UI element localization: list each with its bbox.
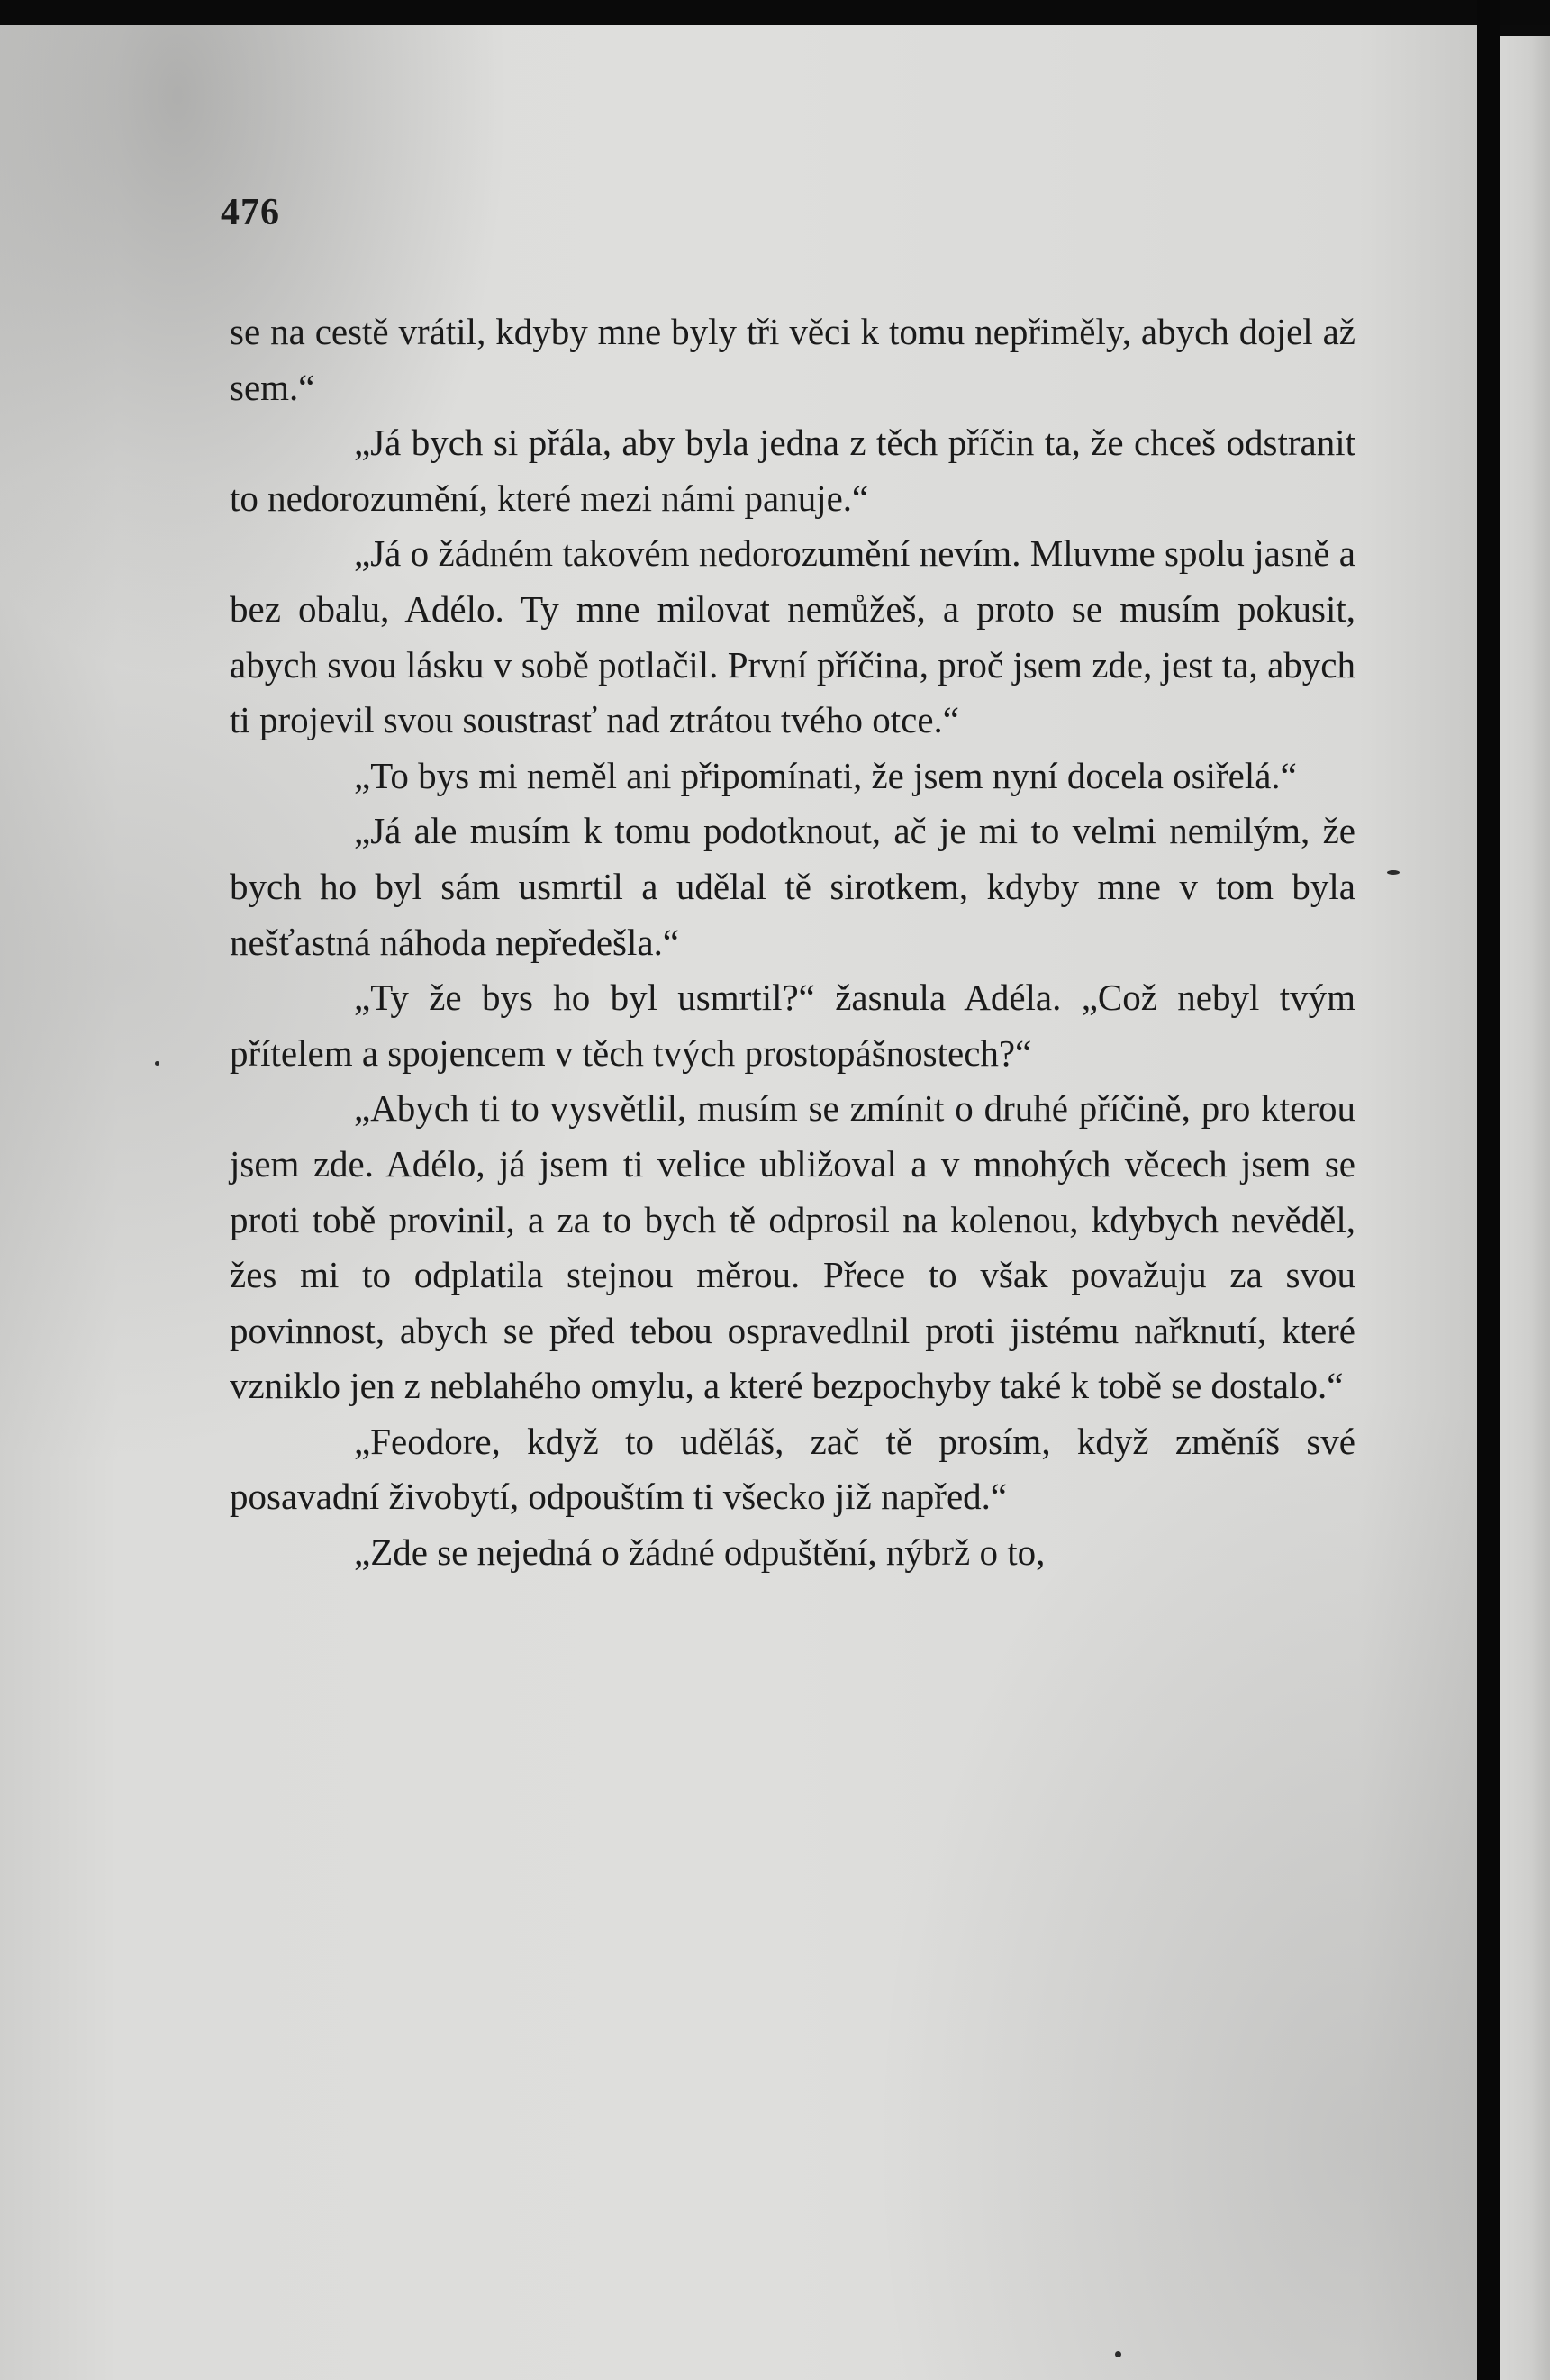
paragraph: se na cestě vrátil, kdyby mne byly tři věci k tomu nepřiměly, abych dojel až sem.“ [230, 311, 1355, 408]
page-body-text [230, 304, 1355, 1581]
paragraph: „Já o žádném takovém nedorozumění nevím. Mluvme spolu jasně a bez obalu, Adélo. Ty mne milovat nemůžeš, a proto se musím pokusit, abych svou lásku v sobě potlačil. První příčina, proč jsem zde, jest ta, abych ti projevil svou soustrasť nad ztrátou tvého otce.“ [230, 532, 1355, 741]
page-number: 476 [221, 192, 280, 233]
scan-border-right [1477, 0, 1500, 2380]
ink-speck [1387, 870, 1400, 875]
scan-border-top [0, 0, 1550, 25]
paragraph: „Ty že bys ho byl usmrtil?“ žasnula Adéla. „Což nebyl tvým přítelem a spojencem v těch tvých prostopášnostech?“ [230, 977, 1355, 1074]
ink-speck [155, 1061, 159, 1066]
paragraph: „To bys mi neměl ani připomínati, že jsem nyní docela osiřelá.“ [354, 754, 1297, 796]
adjacent-page-edge [1500, 36, 1550, 2380]
paragraph: „Feodore, když to uděláš, zač tě prosím, když změníš své posavadní živobytí, odpouštím ti všecko již napřed.“ [230, 1420, 1355, 1518]
paragraph: „Já ale musím k tomu podotknout, ač je mi to velmi nemilým, že bych ho byl sám usmrtil a udělal tě sirotkem, kdyby mne v tom byla nešťastná náhoda nepředešla.“ [230, 810, 1355, 963]
ink-speck [1115, 2351, 1121, 2357]
paragraph: „Já bych si přála, aby byla jedna z těch příčin ta, že chceš odstranit to nedorozumění, které mezi námi panuje.“ [230, 422, 1355, 519]
paragraph: „Zde se nejedná o žádné odpuštění, nýbrž o to, [354, 1531, 1046, 1574]
paragraph: „Abych ti to vysvětlil, musím se zmínit o druhé příčině, pro kterou jsem zde. Adélo, já jsem ti velice ubližoval a v mnohých věcech jsem se proti tobě provinil, a za to bych tě odprosil na kolenou, kdybych nevěděl, žes mi to odplatila stejnou měrou. Přece to však považuju za svou povinnost, abych se před tebou ospravedlnil proti jistému nařknutí, které vzniklo jen z neblahého omylu, a které bezpochyby také k tobě se dostalo.“ [230, 1087, 1355, 1407]
